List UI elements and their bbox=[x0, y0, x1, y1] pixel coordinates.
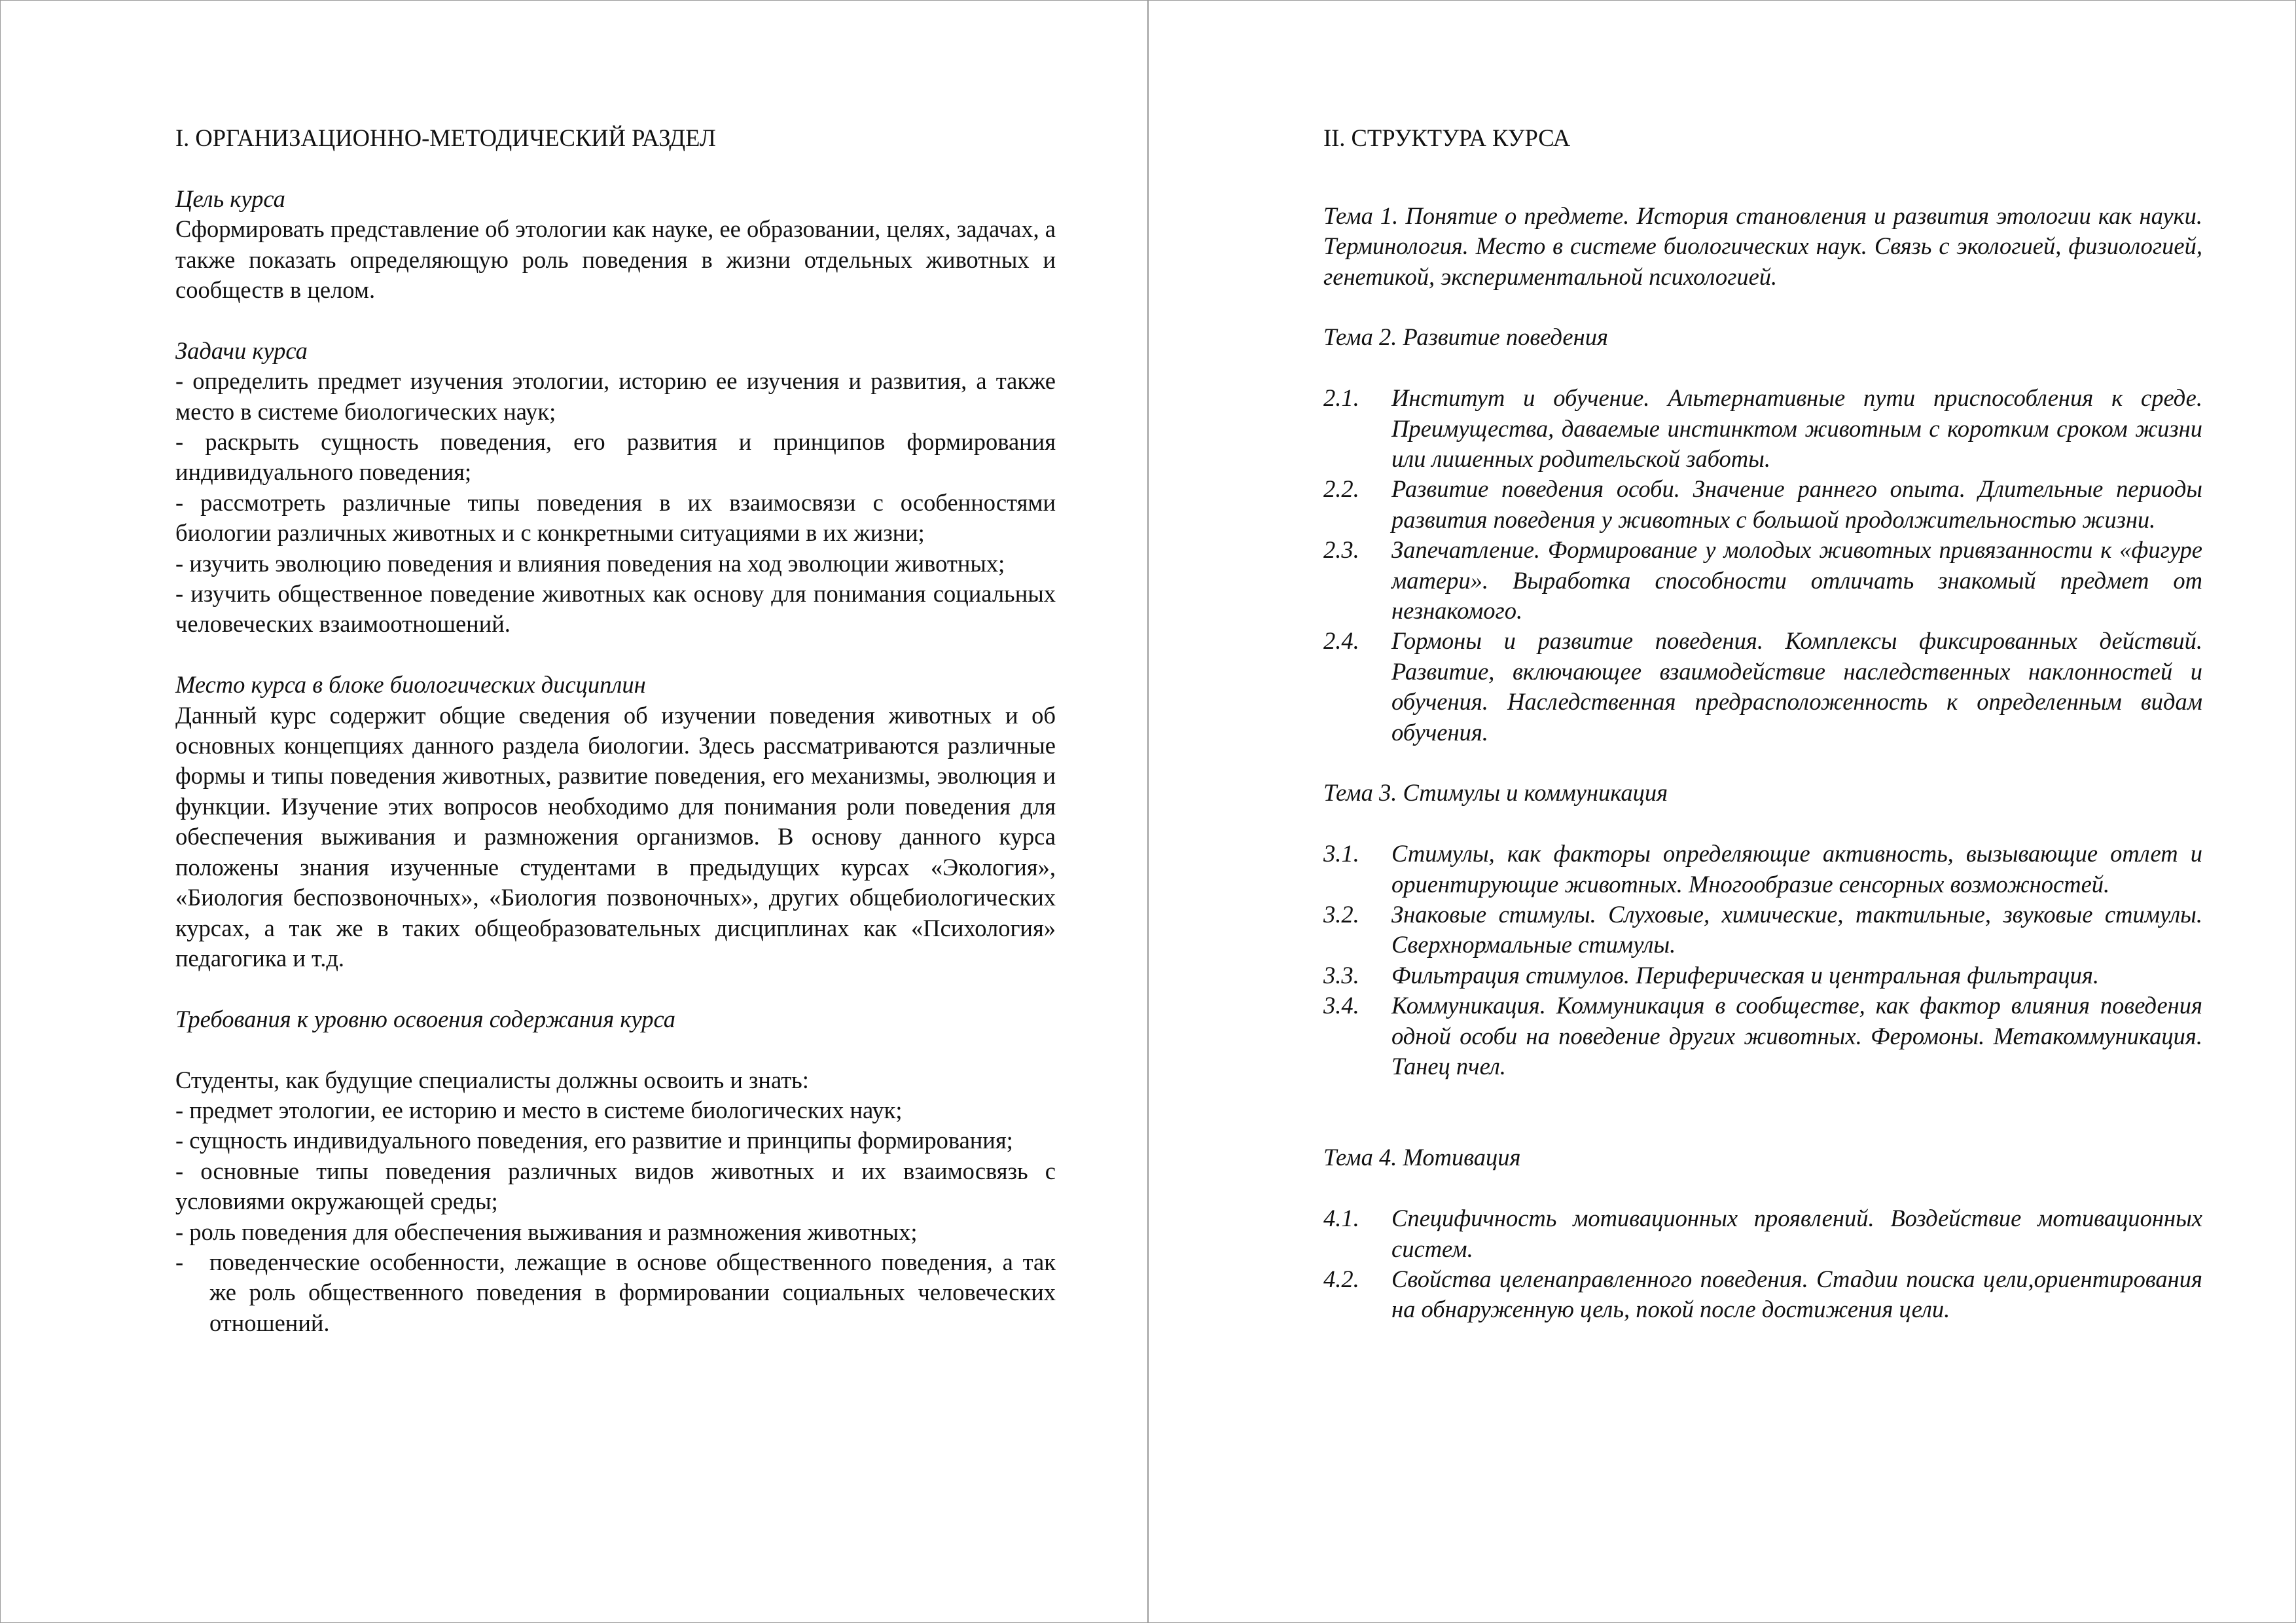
topic-item bbox=[1323, 383, 2202, 474]
topic-item-number: 4.1. bbox=[1323, 1205, 1359, 1232]
topic-item-text: Фильтрация стимулов. Периферическая и центральная фильтрация. bbox=[1391, 961, 2099, 989]
topic-item-number: 3.2. bbox=[1323, 901, 1359, 928]
requirement-item-text: поведенческие особенности, лежащие в основе общественного поведения, а так же роль общественного поведения в формировании социальных человеческих отношений. bbox=[209, 1248, 1056, 1336]
topic-item-text: Специфичность мотивационных проявлений. Воздействие мотивационных систем. bbox=[1391, 1205, 2202, 1262]
goal-title: Цель курса bbox=[175, 185, 285, 212]
topic-item bbox=[1323, 839, 2202, 900]
topic-1: Тема 1. Понятие о предмете. История становления и развития этологии как науки. Терминология. Место в системе биологических наук. Связь с экологией, физиологией, генетикой, экспериментальной психологией. bbox=[1323, 202, 2202, 290]
topic-2-title: Тема 2. Развитие поведения bbox=[1323, 323, 1608, 351]
topic-item bbox=[1323, 1203, 2202, 1264]
requirement-item-hanging bbox=[175, 1247, 1056, 1338]
requirement-item: - сущность индивидуального поведения, его развитие и принципы формирования; bbox=[175, 1127, 1013, 1154]
requirement-item: - роль поведения для обеспечения выживания и размножения животных; bbox=[175, 1218, 918, 1245]
task-item: - изучить общественное поведение животных как основу для понимания социальных человеческих взаимоотношений. bbox=[175, 580, 1056, 638]
topic-item-text: Стимулы, как факторы определяющие активность, вызывающие отлет и ориентирующие животных. Многообразие сенсорных возможностей. bbox=[1391, 840, 2202, 898]
right-page bbox=[1323, 123, 2202, 1325]
topic-item bbox=[1323, 626, 2202, 748]
topic-item bbox=[1323, 474, 2202, 535]
topic-item-text: Запечатление. Формирование у молодых животных привязанности к «фигуре матери». Выработка способности отличать знакомый предмет от незнакомого. bbox=[1391, 536, 2202, 625]
requirement-item: - основные типы поведения различных видов животных и их взаимосвязь с условиями окружающей среды; bbox=[175, 1157, 1056, 1215]
topic-item-text: Коммуникация. Коммуникация в сообществе, как фактор влияния поведения одной особи на поведение других животных. Феромоны. Метакоммуникация. Танец пчел. bbox=[1391, 992, 2202, 1080]
topic-item-number: 2.1. bbox=[1323, 384, 1359, 412]
list-dash: - bbox=[175, 1248, 184, 1275]
tasks-title: Задачи курса bbox=[175, 337, 308, 364]
topic-item-text: Институт и обучение. Альтернативные пути приспособления к среде. Преимущества, даваемые инстинктом животным с коротким сроком жизни или лишенных родительской заботы. bbox=[1391, 384, 2202, 473]
topic-item-number: 2.2. bbox=[1323, 475, 1359, 503]
place-title: Место курса в блоке биологических дисциплин bbox=[175, 671, 646, 699]
topic-item-number: 4.2. bbox=[1323, 1265, 1359, 1292]
topic-4-title: Тема 4. Мотивация bbox=[1323, 1144, 1521, 1171]
topic-item bbox=[1323, 991, 2202, 1082]
task-item: - рассмотреть различные типы поведения в их взаимосвязи с особенностями биологии различных животных и с конкретными ситуациями в их жизни; bbox=[175, 488, 1056, 547]
topic-item bbox=[1323, 1264, 2202, 1325]
topic-item-number: 3.3. bbox=[1323, 961, 1359, 989]
topic-item-text: Развитие поведения особи. Значение раннего опыта. Длительные периоды развития поведения у животных с большой продолжительностью жизни. bbox=[1391, 475, 2202, 533]
section-heading-1: I. ОРГАНИЗАЦИОННО-МЕТОДИЧЕСКИЙ РАЗДЕЛ bbox=[175, 124, 716, 151]
goal-text: Сформировать представление об этологии как науке, ее образовании, целях, задачах, а также показать определяющую роль поведения в жизни отдельных животных и сообществ в целом. bbox=[175, 215, 1056, 304]
task-item: - определить предмет изучения этологии, историю ее изучения и развития, а также место в системе биологических наук; bbox=[175, 367, 1056, 425]
topic-item bbox=[1323, 900, 2202, 960]
topic-item bbox=[1323, 960, 2202, 991]
topic-item-number: 3.1. bbox=[1323, 840, 1359, 867]
topic-item-number: 2.3. bbox=[1323, 536, 1359, 564]
task-item: - раскрыть сущность поведения, его развития и принципов формирования индивидуального поведения; bbox=[175, 428, 1056, 486]
topic-item-text: Свойства целенаправленного поведения. Стадии поиска цели,ориентирования на обнаруженную цель, покой после достижения цели. bbox=[1391, 1265, 2202, 1323]
requirements-title: Требования к уровню освоения содержания курса bbox=[175, 1005, 675, 1032]
topic-item bbox=[1323, 535, 2202, 626]
place-text: Данный курс содержит общие сведения об изучении поведения животных и об основных концепциях данного раздела биологии. Здесь рассматриваются различные формы и типы поведения животных, развитие поведения, его механизмы, эволюция и функции. Изучение этих вопросов необходимо для понимания роли поведения для обеспечения выживания и размножения организмов. В основу данного курса положены знания изученные студентами в предыдущих курсах «Экология», «Биология беспозвоночных», «Биология позвоночных», других общебиологических курсах, а так же в таких общеобразовательных дисциплинах как «Психология» педагогика и т.д. bbox=[175, 701, 1056, 972]
section-heading-2: II. СТРУКТУРА КУРСА bbox=[1323, 124, 1571, 151]
topic-item-text: Гормоны и развитие поведения. Комплексы фиксированных действий. Развитие, включающее взаимодействие наследственных наклонностей и обучения. Наследственная предрасположенность к определенным видам обучения. bbox=[1391, 627, 2202, 746]
task-item: - изучить эволюцию поведения и влияния поведения на ход эволюции животных; bbox=[175, 549, 1005, 577]
left-page bbox=[175, 123, 1056, 1338]
topic-item-number: 3.4. bbox=[1323, 992, 1359, 1019]
page-divider bbox=[1147, 0, 1149, 1623]
topic-3-title: Тема 3. Стимулы и коммуникация bbox=[1323, 779, 1668, 807]
topic-item-text: Знаковые стимулы. Слуховые, химические, тактильные, звуковые стимулы. Сверхнормальные стимулы. bbox=[1391, 901, 2202, 958]
requirement-item: - предмет этологии, ее историю и место в системе биологических наук; bbox=[175, 1096, 903, 1123]
topic-item-number: 2.4. bbox=[1323, 627, 1359, 655]
requirements-intro: Студенты, как будущие специалисты должны освоить и знать: bbox=[175, 1066, 809, 1093]
